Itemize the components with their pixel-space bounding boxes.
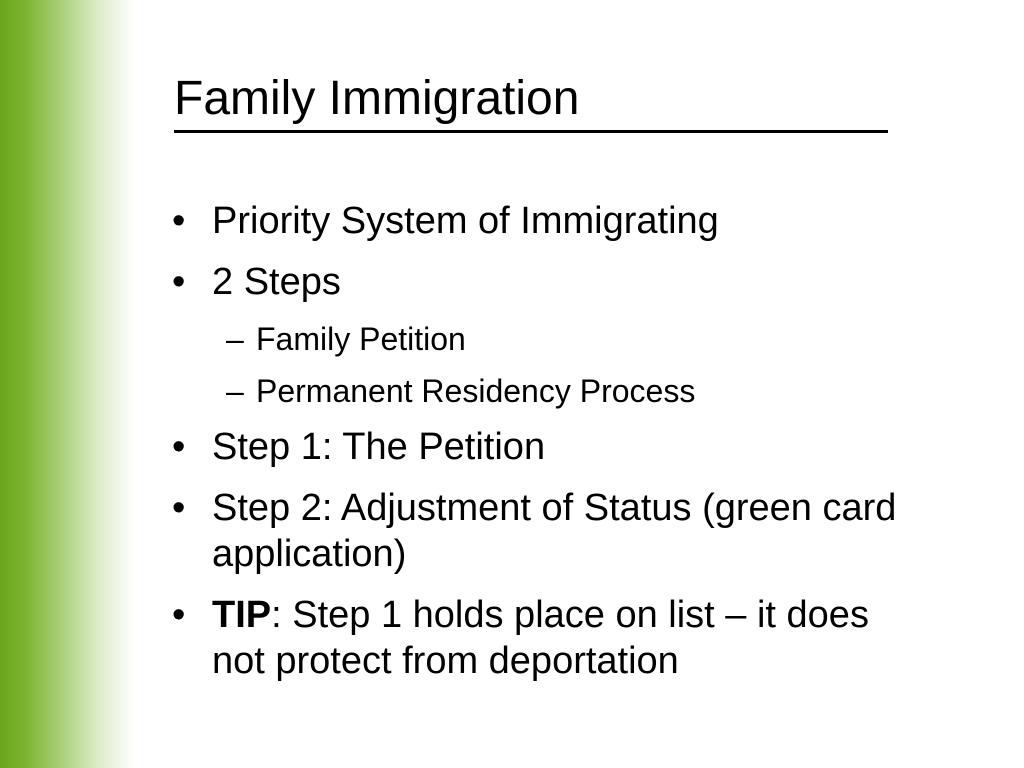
bullet-text: Step 1: The Petition [212, 426, 546, 468]
tip-label: TIP [212, 594, 272, 636]
sub-bullet-item [170, 372, 930, 410]
sub-bullet-text: Family Petition [256, 321, 466, 357]
bullet-icon: • [172, 426, 186, 468]
bullet-icon: • [172, 200, 186, 242]
bullet-text: Step 2: Adjustment of Status (green card application) [212, 487, 897, 575]
bullet-text: Priority System of Immigrating [212, 200, 719, 242]
bullet-icon: • [172, 487, 186, 529]
bullet-item [170, 592, 930, 684]
bullet-item [170, 259, 930, 305]
sub-bullet-text: Permanent Residency Process [256, 373, 696, 409]
dash-icon: – [226, 321, 244, 357]
dash-icon: – [226, 373, 244, 409]
bullet-text: 2 Steps [212, 261, 341, 303]
side-gradient-bar [0, 0, 135, 768]
bullet-text: : Step 1 holds place on list – it does not protect from deportation [212, 594, 869, 682]
bullet-icon: • [172, 261, 186, 303]
bullet-item [170, 198, 930, 244]
bullet-list [170, 198, 930, 699]
bullet-item [170, 424, 930, 470]
bullet-icon: • [172, 594, 186, 636]
bullet-item [170, 485, 930, 577]
slide-title: Family Immigration [174, 68, 888, 133]
sub-bullet-item [170, 320, 930, 358]
